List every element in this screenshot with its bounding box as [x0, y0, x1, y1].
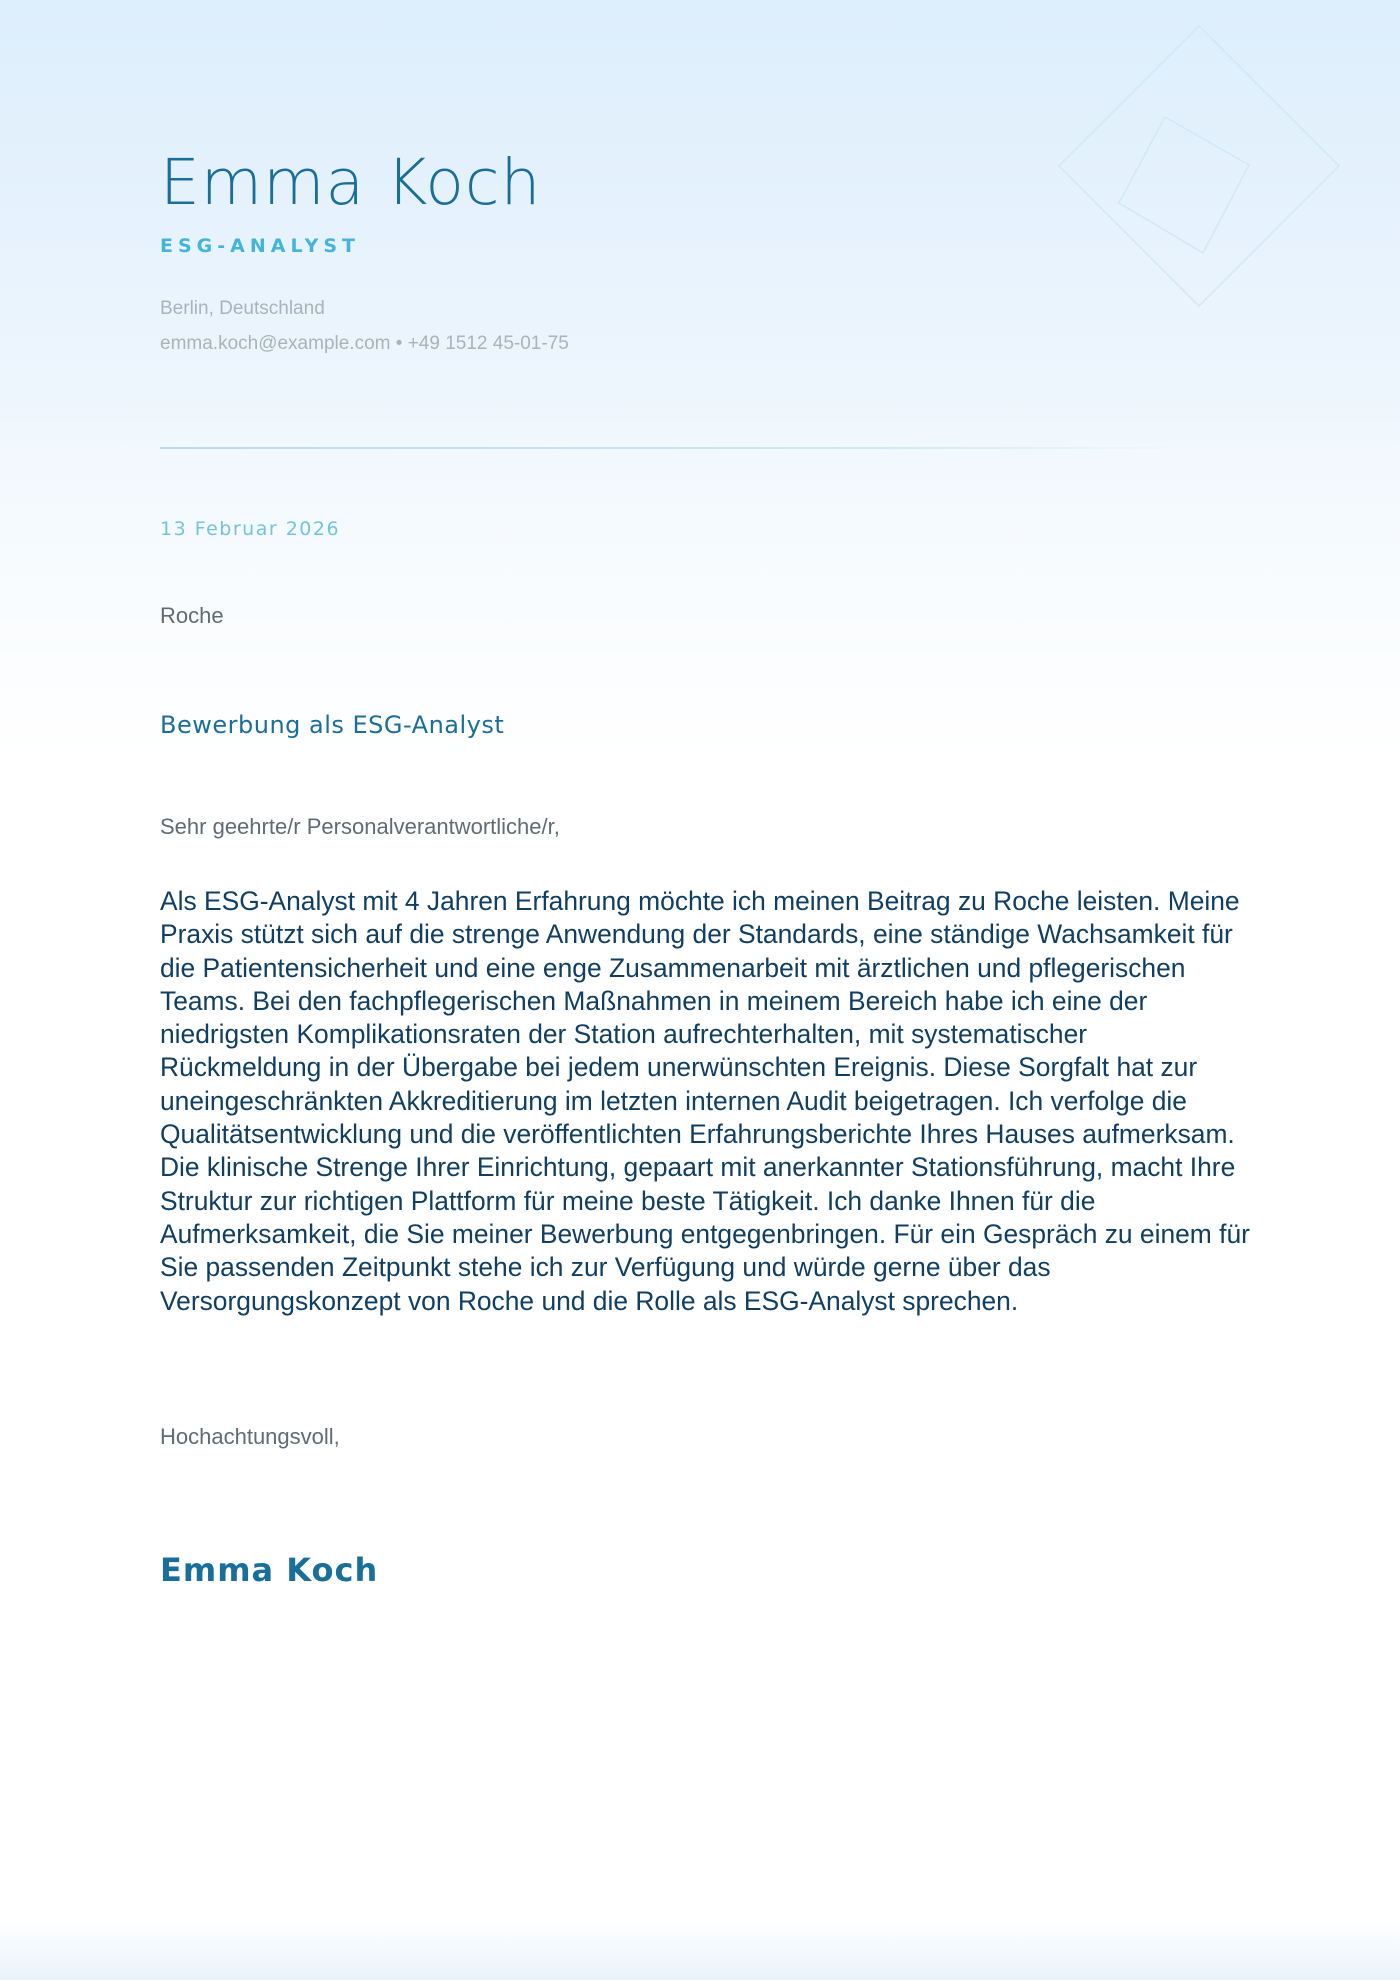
header-divider: [160, 447, 1180, 449]
letter-date: 13 Februar 2026: [160, 518, 341, 540]
closing: Hochachtungsvoll,: [160, 1424, 340, 1449]
sender-phone[interactable]: +49 1512 45-01-75: [407, 333, 569, 354]
contact-separator: •: [395, 333, 403, 354]
recipient: Roche: [160, 603, 224, 628]
salutation: Sehr geehrte/r Personalverantwortliche/r,: [160, 814, 560, 839]
letter-body: Als ESG-Analyst mit 4 Jahren Erfahrung möchte ich meinen Beitrag zu Roche leisten. Meine Praxis stützt sich auf die strenge Anwendung der Standards, eine ständige Wachsamkeit für die Patientensicherheit und eine enge Zusammenarbeit mit ärztlichen und pflegerischen Teams. Bei den fachpflegerischen Maßnahmen in meinem Bereich habe ich eine der niedrigsten Komplikationsraten der Station aufrechterhalten, mit systematischer Rückmeldung in der Übergabe bei jedem unerwünschten Ereignis. Diese Sorgfalt hat zur uneingeschränkten Akkreditierung im letzten internen Audit beigetragen. Ich verfolge die Qualitätsentwicklung und die veröffentlichten Erfahrungsberichte Ihres Hauses aufmerksam. Die klinische Strenge Ihrer Einrichtung, gepaart mit anerkannter Stationsführung, macht Ihre Struktur zur richtigen Plattform für meine beste Tätigkeit. Ich danke Ihnen für die Aufmerksamkeit, die Sie meiner Bewerbung entgegenbringen. Für ein Gespräch zu einem für Sie passenden Zeitpunkt stehe ich zur Verfügung und würde gerne über das Versorgungskonzept von Roche und die Rolle als ESG-Analyst sprechen.: [160, 886, 1250, 1316]
sender-location: Berlin, Deutschland: [160, 298, 325, 319]
sender-role: ESG-ANALYST: [160, 235, 361, 257]
letter-header: [160, 143, 1240, 361]
signature: Emma Koch: [160, 1551, 379, 1589]
sender-name: Emma Koch: [160, 146, 542, 219]
letter-subject: Bewerbung als ESG-Analyst: [160, 711, 505, 739]
contact-line: [160, 326, 1240, 361]
contact-info: [160, 291, 1240, 361]
sender-email[interactable]: emma.koch@example.com: [160, 333, 391, 354]
